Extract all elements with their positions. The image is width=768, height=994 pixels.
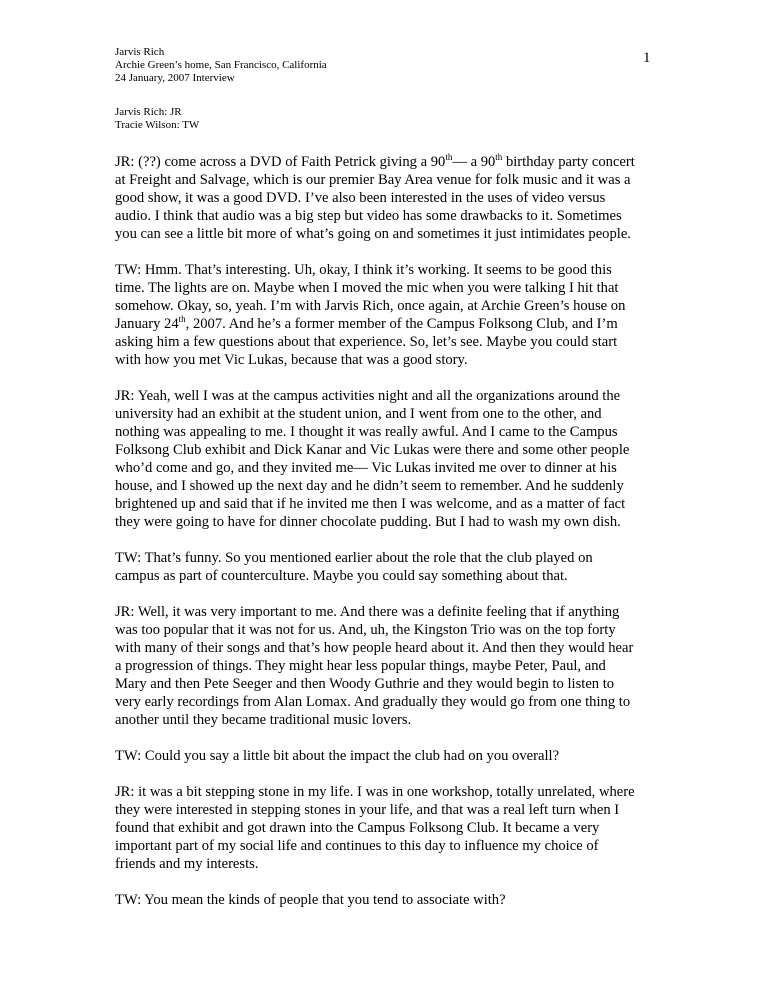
- transcript-line: house, and I showed up the next day and he didn’t seem to remember. And he suddenly: [115, 478, 624, 494]
- transcript-line: TW: Hmm. That’s interesting. Uh, okay, I think it’s working. It seems to be good this: [115, 262, 612, 278]
- transcript-line: good show, it was a good DVD. I’ve also been interested in the uses of video versus: [115, 190, 606, 206]
- speaker-tw: Tracie Wilson: TW: [115, 119, 200, 131]
- transcript-line: brightened up and said that if he invited me then I was welcome, and as a matter of fact: [115, 496, 626, 512]
- transcript-paragraph: [115, 891, 655, 909]
- header-interviewee: Jarvis Rich: [115, 46, 165, 58]
- transcript-paragraph: [115, 549, 655, 585]
- transcript-body: [115, 153, 655, 927]
- transcript-line: Folksong Club exhibit and Dick Kanar and Vic Lukas were there and some other people: [115, 442, 630, 458]
- transcript-line: with many of their songs and that’s how people heard about it. And then they would hear: [115, 640, 634, 656]
- transcript-line: JR: Well, it was very important to me. And there was a definite feeling that if anything: [115, 604, 620, 620]
- transcript-line: university had an exhibit at the student union, and I went from one to the other, and: [115, 406, 602, 422]
- transcript-line: with how you met Vic Lukas, because that was a good story.: [115, 352, 468, 368]
- transcript-paragraph: [115, 387, 655, 531]
- transcript-line: January 24th, 2007. And he’s a former member of the Campus Folksong Club, and I’m: [115, 314, 618, 332]
- transcript-line: TW: That’s funny. So you mentioned earlier about the role that the club played on: [115, 550, 593, 566]
- transcript-line: JR: it was a bit stepping stone in my life. I was in one workshop, totally unrelated, where: [115, 784, 635, 800]
- transcript-line: they were interested in stepping stones in your life, and that was a real left turn when I: [115, 802, 620, 818]
- transcript-paragraph: [115, 261, 655, 369]
- transcript-paragraph: [115, 747, 655, 765]
- transcript-line: at Freight and Salvage, which is our premier Bay Area venue for folk music and it was a: [115, 172, 631, 188]
- header-location: Archie Green’s home, San Francisco, California: [115, 59, 327, 71]
- transcript-line: a progression of things. They might hear less popular things, maybe Peter, Paul, and: [115, 658, 606, 674]
- transcript-line: asking him a few questions about that experience. So, let’s see. Maybe you could start: [115, 334, 618, 350]
- transcript-paragraph: [115, 783, 655, 873]
- transcript-line: important part of my social life and continues to this day to influence my choice of: [115, 838, 599, 854]
- transcript-paragraph: [115, 603, 655, 729]
- transcript-line: JR: Yeah, well I was at the campus activities night and all the organizations around the: [115, 388, 621, 404]
- speaker-legend: [115, 106, 199, 132]
- transcript-line: nothing was appealing to me. I thought it was really awful. And I came to the Campus: [115, 424, 618, 440]
- transcript-line: TW: You mean the kinds of people that you tend to associate with?: [115, 892, 506, 908]
- transcript-line: who’d come and go, and they invited me— Vic Lukas invited me over to dinner at his: [115, 460, 617, 476]
- transcript-line: JR: (??) come across a DVD of Faith Petrick giving a 90th— a 90th birthday party concert: [115, 152, 635, 170]
- speaker-jr: Jarvis Rich: JR: [115, 106, 182, 118]
- header-date: 24 January, 2007 Interview: [115, 72, 235, 84]
- transcript-line: you can see a little bit more of what’s going on and sometimes it just intimidates people.: [115, 226, 631, 242]
- transcript-line: friends and my interests.: [115, 856, 259, 872]
- transcript-line: campus as part of counterculture. Maybe you could say something about that.: [115, 568, 568, 584]
- transcript-line: another until they became traditional music lovers.: [115, 712, 412, 728]
- transcript-line: somehow. Okay, so, yeah. I’m with Jarvis Rich, once again, at Archie Green’s house on: [115, 298, 626, 314]
- transcript-line: very early recordings from Alan Lomax. And gradually they would go from one thing to: [115, 694, 631, 710]
- transcript-line: TW: Could you say a little bit about the impact the club had on you overall?: [115, 748, 560, 764]
- page-number: 1: [643, 50, 651, 66]
- transcript-line: found that exhibit and got drawn into the Campus Folksong Club. It became a very: [115, 820, 600, 836]
- transcript-line: was too popular that it was not for us. And, uh, the Kingston Trio was on the top forty: [115, 622, 616, 638]
- transcript-line: Mary and then Pete Seeger and then Woody Guthrie and they would begin to listen to: [115, 676, 615, 692]
- transcript-paragraph: [115, 153, 655, 243]
- document-header: [115, 46, 327, 85]
- transcript-line: audio. I think that audio was a big step but video has some drawbacks to it. Sometimes: [115, 208, 622, 224]
- transcript-line: they were going to have for dinner chocolate pudding. But I had to wash my own dish.: [115, 514, 621, 530]
- transcript-line: time. The lights are on. Maybe when I moved the mic when you were talking I hit that: [115, 280, 619, 296]
